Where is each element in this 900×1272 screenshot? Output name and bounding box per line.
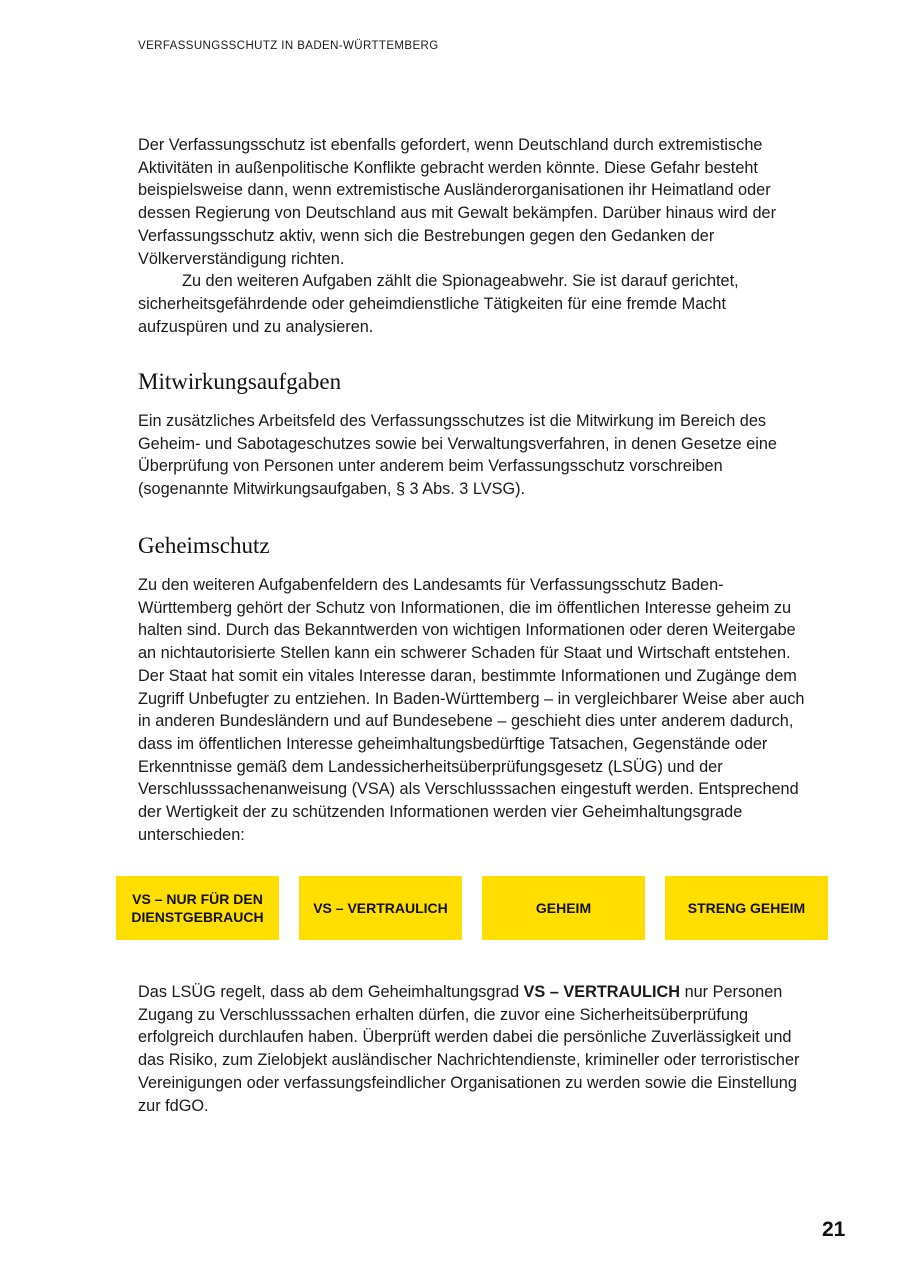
level-box-vertraulich: VS – VERTRAULICH	[299, 876, 462, 940]
geheimschutz-section	[138, 574, 810, 846]
classification-levels	[116, 876, 828, 940]
mitwirkung-paragraph: Ein zusätzliches Arbeitsfeld des Verfassungsschutzes ist die Mitwirkung im Bereich des Geheim- und Sabotageschutzes sowie bei Verwaltungsverfahren, in denen Gesetze eine Überprüfung von Personen unter anderem beim Verfassungsschutz vorschreiben (sogenannte Mitwirkungsaufgaben, § 3 Abs. 3 LVSG).	[138, 412, 777, 499]
intro-section	[138, 134, 810, 338]
level-box-streng-geheim: STRENG GEHEIM	[665, 876, 828, 940]
heading-mitwirkungsaufgaben: Mitwirkungsaufgaben	[138, 369, 342, 394]
closing-section	[138, 981, 810, 1117]
geheimschutz-paragraph: Zu den weiteren Aufgabenfeldern des Landesamts für Verfassungsschutz Baden-Württemberg gehört der Schutz von Informationen, die im öffentlichen Interesse geheim zu halten sind. Durch das Bekanntwerden von wichtigen Informationen oder deren Weitergabe an nichtautorisierte Stellen kann ein schwerer Schaden für Staat und Wirtschaft entstehen. Der Staat hat somit ein vitales Interesse daran, bestimmte Informationen und Zugänge dem Zugriff Unbefugter zu entziehen. In Baden-Württemberg – in vergleichbarer Weise aber auch in anderen Bundesländern und auf Bundesebene – geschieht dies unter anderem dadurch, dass im öffentlichen Interesse geheimhaltungsbedürftige Tatsachen, Gegenstände oder Erkenntnisse gemäß dem Landessicherheitsüberprüfungsgesetz (LSÜG) und der Verschlusssachenanweisung (VSA) als Verschlusssachen eingestuft werden. Entsprechend der Wertigkeit der zu schützenden Informationen werden vier Geheimhaltungsgrade unterschieden:	[138, 576, 805, 844]
heading-geheimschutz: Geheimschutz	[138, 533, 270, 558]
page-number: 21	[822, 1218, 846, 1241]
closing-text-after: nur Personen Zugang zu Verschlusssachen erhalten dürfen, die zuvor eine Sicherheitsüberprüfung erfolgreich durchlaufen haben. Überprüft werden dabei die persönliche Zuverlässigkeit und das Risiko, zum Zielobjekt ausländischer Nachrichtendienste, krimineller oder terroristischer Vereinigungen oder verfassungsfeindlicher Organisationen zu werden sowie die Einstellung zur fdGO.	[138, 983, 800, 1115]
running-header: VERFASSUNGSSCHUTZ IN BADEN-WÜRTTEMBERG	[138, 40, 439, 52]
closing-paragraph	[138, 981, 810, 1117]
closing-emphasis: VS – VERTRAULICH	[523, 983, 681, 1001]
intro-paragraph-1: Der Verfassungsschutz ist ebenfalls gefordert, wenn Deutschland durch extremistische Aktivitäten in außenpolitische Konflikte gebracht werden könnte. Diese Gefahr besteht beispielsweise dann, wenn extremistische Ausländerorganisationen ihr Heimatland oder dessen Regierung von Deutschland aus mit Gewalt bekämpfen. Darüber hinaus wird der Verfassungsschutz aktiv, wenn sich die Bestrebungen gegen den Gedanken der Völkerverständigung richten.	[138, 136, 777, 268]
intro-paragraph-2: Zu den weiteren Aufgaben zählt die Spionageabwehr. Sie ist darauf gerichtet, sicherheitsgefährdende oder geheimdienstliche Tätigkeiten für eine fremde Macht aufzuspüren und zu analysieren.	[138, 272, 739, 336]
level-box-nur-fuer-den-dienstgebrauch: VS – NUR FÜR DEN DIENSTGEBRAUCH	[116, 876, 279, 940]
mitwirkung-section	[138, 410, 810, 501]
level-box-geheim: GEHEIM	[482, 876, 645, 940]
closing-text-before: Das LSÜG regelt, dass ab dem Geheimhaltungsgrad	[138, 983, 524, 1001]
